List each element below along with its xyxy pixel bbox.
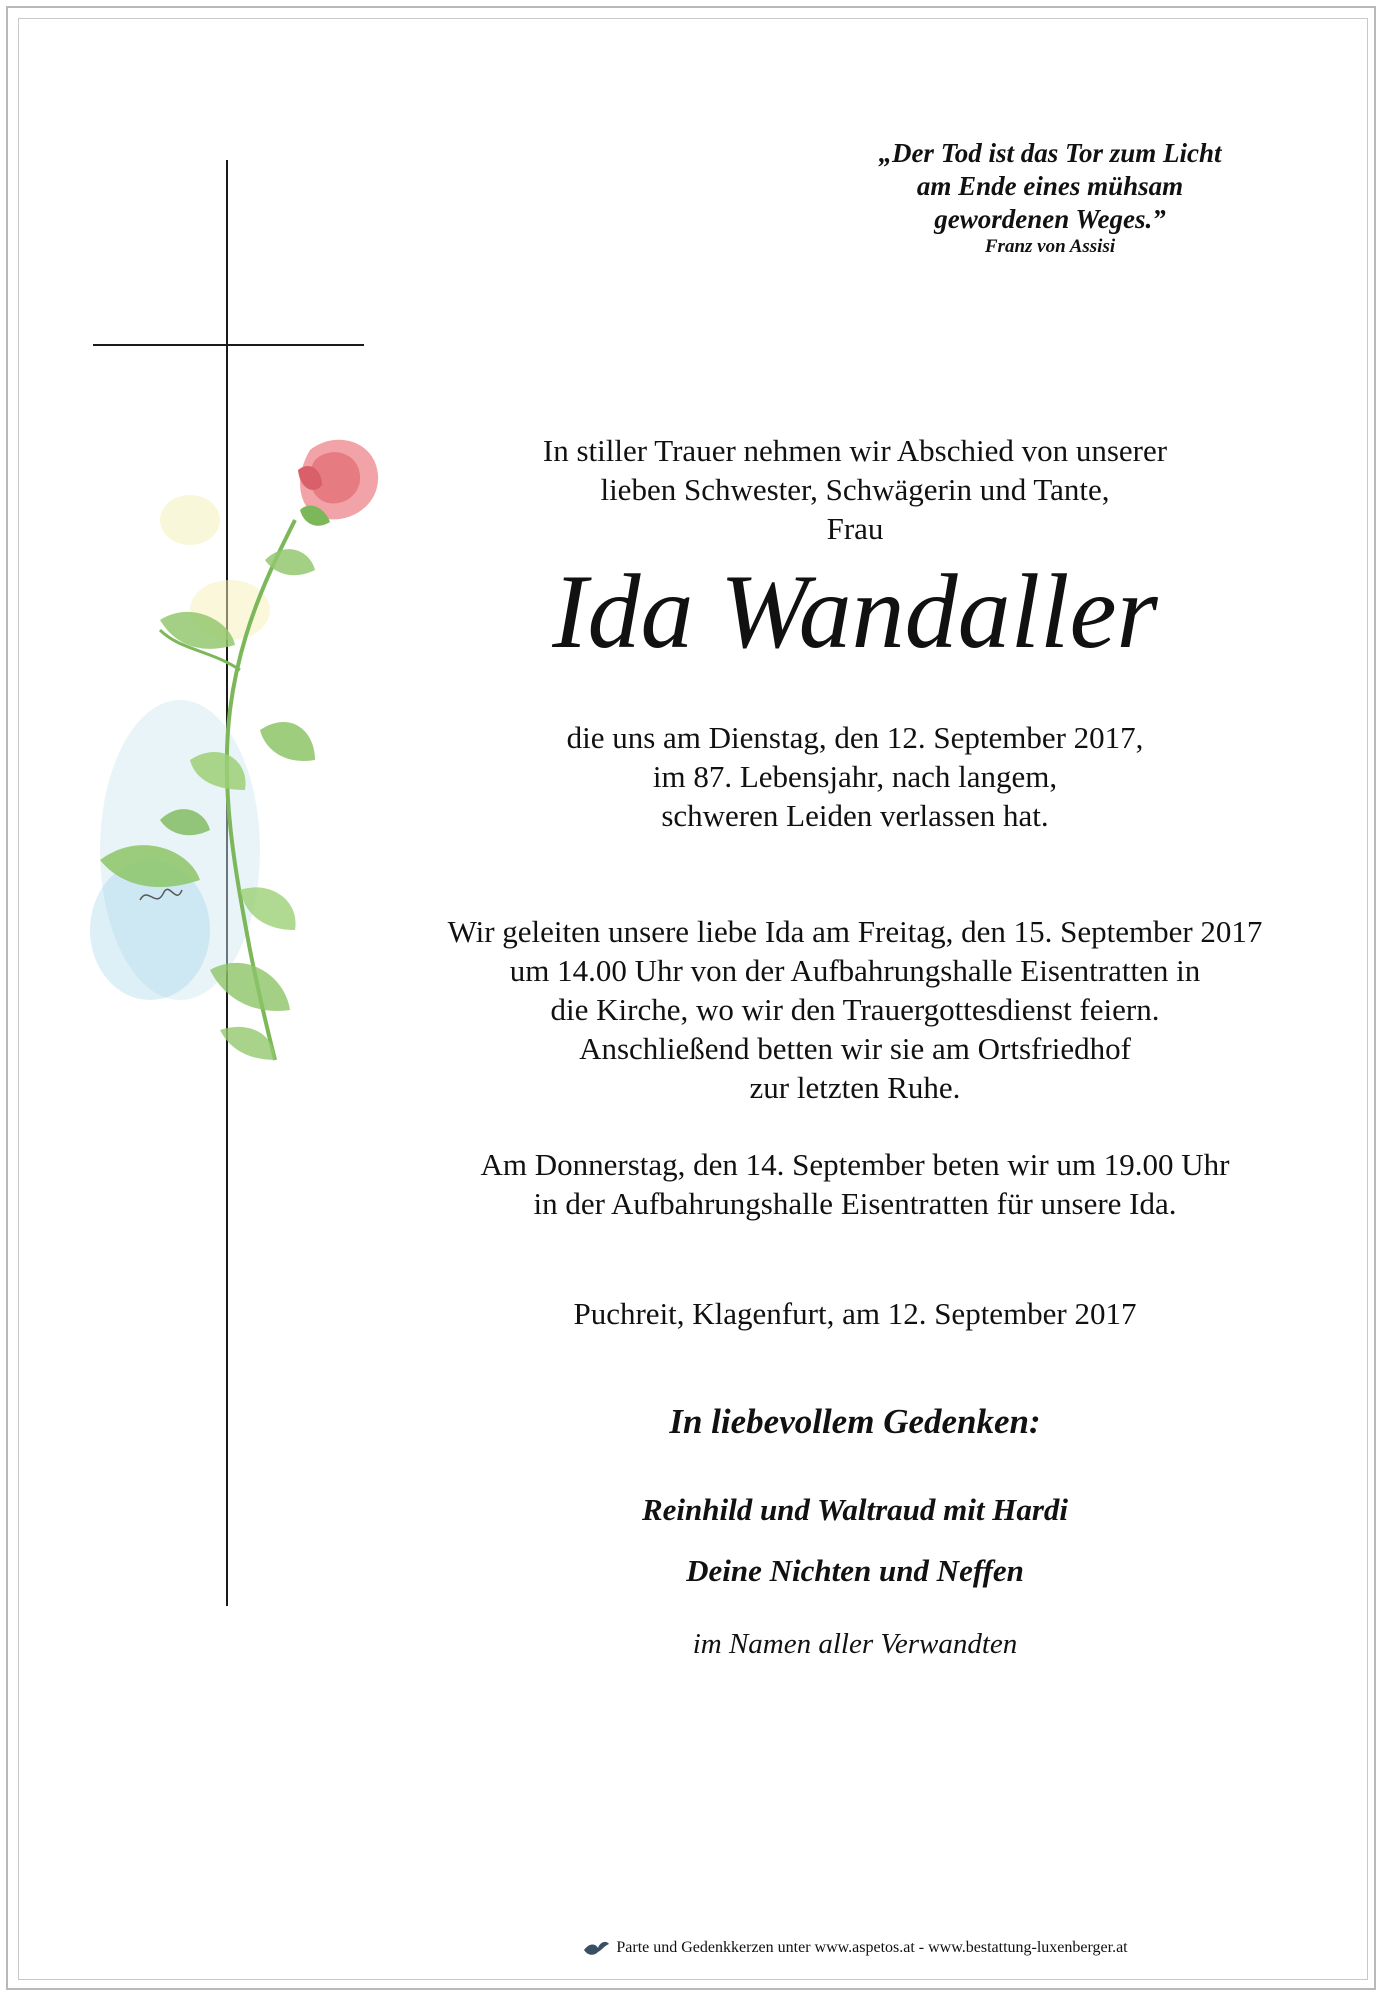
- mourner-name: Deine Nichten und Neffen: [686, 1553, 1024, 1588]
- intro-text: [360, 431, 1350, 548]
- cross-horizontal-bar: [93, 344, 364, 346]
- prayer-info: [360, 1145, 1350, 1223]
- funeral-info-line: um 14.00 Uhr von der Aufbahrungshalle Eisentratten in: [509, 953, 1201, 988]
- quote-line: gewordenen Weges.”: [934, 204, 1166, 234]
- funeral-info-line: Wir geleiten unsere liebe Ida am Freitag, den 15. September 2017: [447, 914, 1263, 949]
- funeral-info-line: Anschließend betten wir sie am Ortsfriedhof: [579, 1031, 1131, 1066]
- intro-line: lieben Schwester, Schwägerin und Tante,: [600, 472, 1110, 507]
- death-info: [360, 718, 1350, 835]
- footer: [360, 1936, 1350, 1960]
- funeral-info-line: die Kirche, wo wir den Trauergottesdienst feiern.: [550, 992, 1160, 1027]
- quote-author: Franz von Assisi: [984, 236, 1116, 257]
- prayer-info-line: in der Aufbahrungshalle Eisentratten für unsere Ida.: [533, 1186, 1177, 1221]
- footer-text: Parte und Gedenkkerzen unter www.aspetos.at - www.bestattung-luxenberger.at: [616, 1939, 1128, 1956]
- mourner-name: Reinhild und Waltraud mit Hardi: [641, 1492, 1069, 1527]
- deceased-name: Ida Wandaller: [552, 553, 1158, 670]
- quote-block: [760, 137, 1340, 258]
- funeral-info: [360, 912, 1350, 1107]
- memorial-heading: In liebevollem Gedenken:: [669, 1402, 1041, 1441]
- death-info-line: im 87. Lebensjahr, nach langem,: [652, 759, 1058, 794]
- death-info-line: schweren Leiden verlassen hat.: [661, 798, 1049, 833]
- place-date: Puchreit, Klagenfurt, am 12. September 2017: [573, 1296, 1137, 1331]
- rose-illustration-icon: [60, 430, 380, 1070]
- death-info-line: die uns am Dienstag, den 12. September 2017,: [566, 720, 1144, 755]
- intro-line: In stiller Trauer nehmen wir Abschied von unserer: [542, 433, 1168, 468]
- intro-line: Frau: [826, 511, 884, 546]
- bird-logo-icon: [582, 1936, 610, 1960]
- quote-line: „Der Tod ist das Tor zum Licht: [878, 138, 1222, 168]
- prayer-info-line: Am Donnerstag, den 14. September beten wir um 19.00 Uhr: [480, 1147, 1230, 1182]
- funeral-info-line: zur letzten Ruhe.: [749, 1070, 961, 1105]
- quote-line: am Ende eines mühsam: [916, 171, 1184, 201]
- relatives-note: im Namen aller Verwandten: [692, 1628, 1018, 1660]
